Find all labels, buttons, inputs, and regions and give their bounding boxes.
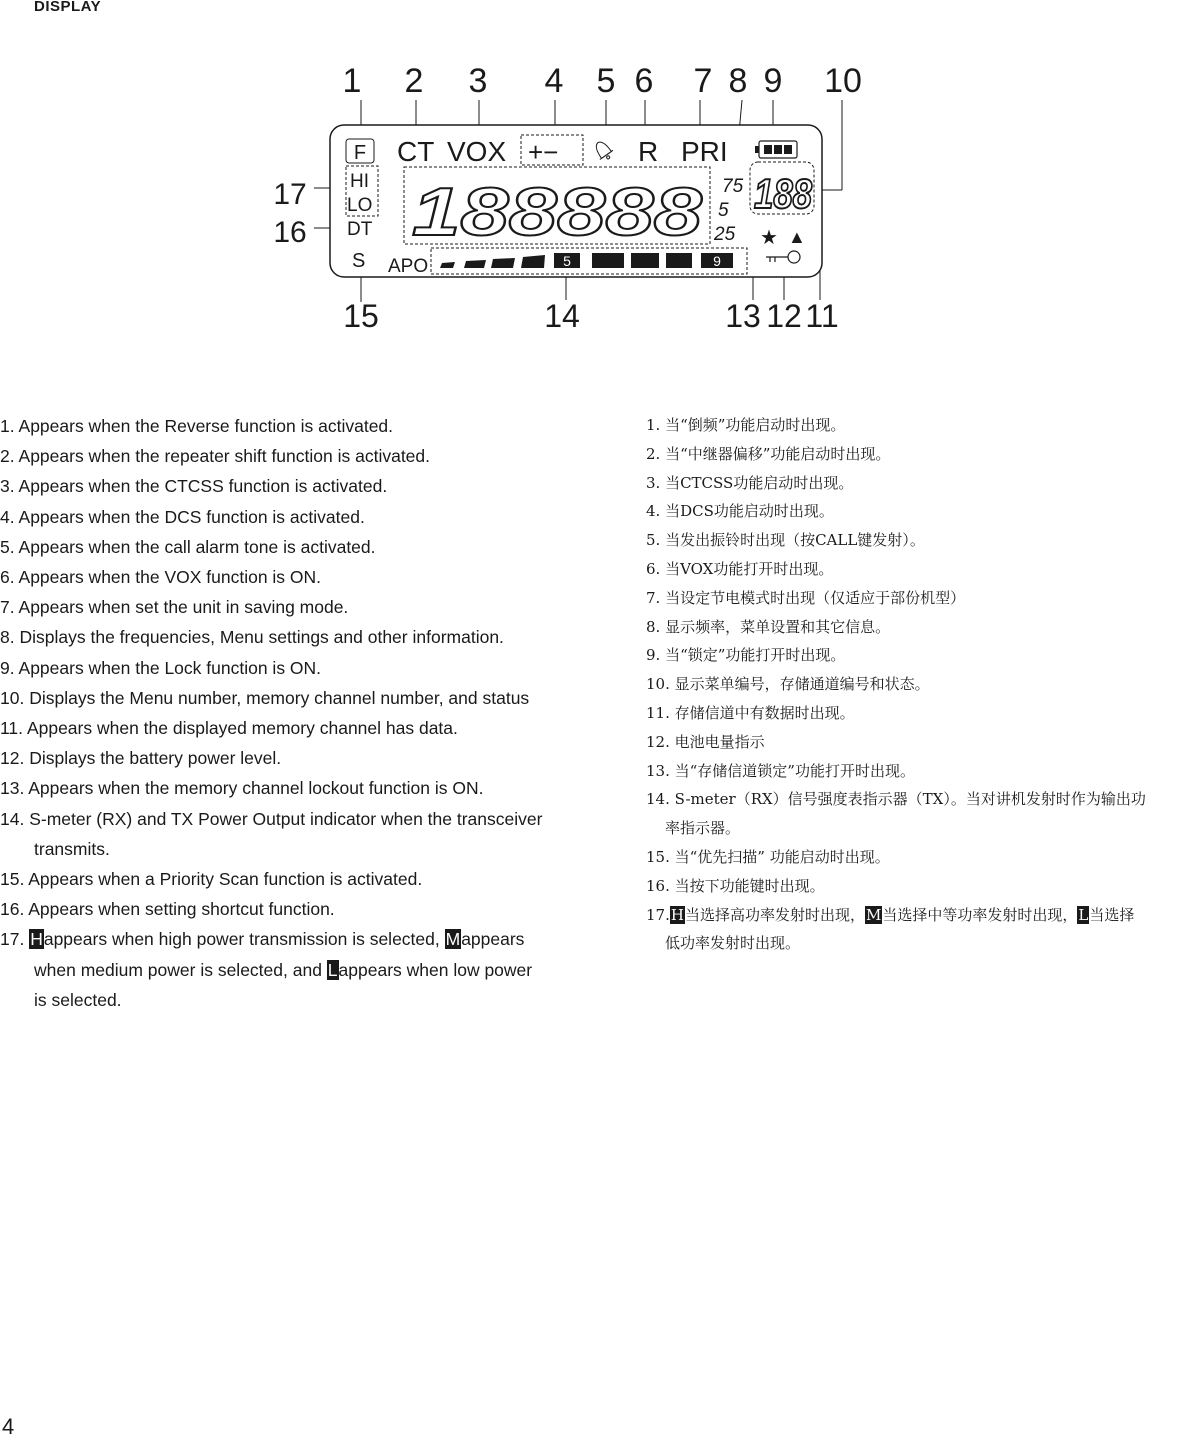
list-item: 15. 当“优先扫描” 功能启动时出现。	[646, 847, 890, 866]
low-power-badge: L	[1078, 905, 1089, 924]
list-item-17: 17.H当选择高功率发射时出现，M当选择中等功率发射时出现，L当选择 低功率发射时出现。	[646, 905, 1135, 953]
list-item: 6. 当VOX功能打开时出现。	[646, 559, 834, 578]
list-item: 13. Appears when the memory channel lockout function is ON.	[0, 778, 484, 799]
lcd-step-75: 75	[722, 176, 744, 197]
lcd-step-25: 25	[714, 224, 736, 245]
list-item: 2. 当“中继器偏移”功能启动时出现。	[646, 444, 891, 463]
callout-16: 16	[273, 216, 307, 249]
list-item: 12. Displays the battery power level.	[0, 748, 282, 769]
callout-11: 11	[805, 298, 839, 334]
list-item: 12. 电池电量指示	[646, 732, 765, 751]
list-item: 8. Displays the frequencies, Menu settings and other information.	[0, 627, 504, 648]
list-item: 7. Appears when set the unit in saving mode.	[0, 597, 349, 618]
lcd-shift: +−	[528, 137, 559, 167]
list-item: 8. 显示频率，菜单设置和其它信息。	[646, 617, 891, 636]
callout-5: 5	[596, 62, 616, 100]
section-title: DISPLAY	[34, 0, 102, 15]
callout-17: 17	[273, 178, 307, 211]
list-item: 1. Appears when the Reverse function is activated.	[0, 416, 394, 436]
list-item-17: 17. Happears when high power transmission is selected, Mappears when medium power is selected, and Lappears when low power is selected.	[0, 929, 533, 1010]
lcd-hi: HI	[350, 171, 369, 192]
lcd-r: R	[638, 136, 659, 167]
list-item: 11. Appears when the displayed memory channel has data.	[0, 718, 458, 739]
high-power-badge: H	[670, 905, 684, 924]
callout-4: 4	[544, 62, 564, 100]
list-item: 3. Appears when the CTCSS function is activated.	[0, 476, 388, 497]
lcd-step-5: 5	[718, 200, 729, 221]
callout-15: 15	[343, 298, 379, 334]
list-item: 3. 当CTCSS功能启动时出现。	[646, 473, 854, 492]
lcd-dt: DT	[347, 219, 373, 240]
list-item: 1. 当“倒频”功能启动时出现。	[646, 416, 846, 434]
list-item: 4. Appears when the DCS function is activated.	[0, 506, 365, 527]
callout-6: 6	[634, 62, 654, 100]
callout-8: 8	[728, 62, 748, 100]
list-item: 16. 当按下功能键时出现。	[646, 876, 825, 895]
page-number: 4	[2, 1414, 15, 1439]
lcd-vox: VOX	[447, 136, 507, 167]
lcd-apo: APO	[388, 256, 429, 277]
list-item: 14. S-meter（RX）信号强度表指示器（TX）。当对讲机发射时作为输出功 率指示器。	[646, 790, 1146, 838]
list-item: 9. Appears when the Lock function is ON.	[0, 657, 322, 678]
callout-1: 1	[342, 62, 362, 100]
lcd-star: ★	[760, 227, 778, 249]
list-item: 9. 当“锁定”功能打开时出现。	[646, 646, 846, 665]
list-item: 10. 显示菜单编号，存储通道编号和状态。	[646, 675, 930, 694]
list-item: 6. Appears when the VOX function is ON.	[0, 567, 322, 588]
callout-9: 9	[763, 62, 783, 100]
list-item: 11. 存储信道中有数据时出现。	[646, 703, 855, 722]
lcd-ct: CT	[397, 136, 435, 167]
callout-7: 7	[693, 62, 713, 100]
list-item: 14. S-meter (RX) and TX Power Output indicator when the transceiver transmits.	[0, 808, 543, 859]
high-power-badge: H	[30, 929, 43, 950]
list-item: 5. 当发出振铃时出现（按CALL键发射）。	[646, 531, 925, 550]
english-list	[0, 411, 625, 1015]
meter-label-9: 9	[713, 253, 721, 269]
lcd-f: F	[353, 142, 367, 164]
lcd-diagram	[0, 0, 1189, 380]
list-item: 2. Appears when the repeater shift function is activated.	[0, 446, 431, 467]
list-item: 13. 当“存储信道锁定”功能打开时出现。	[646, 761, 915, 780]
callout-10: 10	[824, 62, 862, 100]
lcd-pri: PRI	[681, 136, 728, 167]
callout-12: 12	[766, 298, 802, 334]
callout-3: 3	[468, 62, 488, 100]
medium-power-badge: M	[865, 905, 882, 924]
meter-label-5: 5	[563, 253, 571, 269]
lcd-s: S	[352, 250, 366, 272]
list-item: 7. 当设定节电模式时出现（仅适应于部份机型）	[646, 588, 966, 607]
lcd-main-digits: 188888	[412, 174, 703, 250]
list-item: 15. Appears when a Priority Scan function is activated.	[0, 869, 423, 890]
lcd-triangle: ▲	[788, 227, 806, 247]
lcd-channel-digits: 188	[754, 170, 813, 217]
chinese-list	[646, 411, 1186, 958]
callout-2: 2	[404, 62, 424, 100]
list-item: 16. Appears when setting shortcut function.	[0, 899, 335, 920]
low-power-badge: L	[327, 959, 338, 980]
medium-power-badge: M	[445, 929, 461, 950]
lcd-lo: LO	[347, 195, 373, 216]
list-item: 4. 当DCS功能启动时出现。	[646, 502, 834, 521]
callout-13: 13	[725, 298, 761, 334]
list-item: 5. Appears when the call alarm tone is activated.	[0, 536, 376, 557]
callout-14: 14	[544, 298, 580, 334]
list-item: 10. Displays the Menu number, memory channel number, and status	[0, 687, 530, 708]
